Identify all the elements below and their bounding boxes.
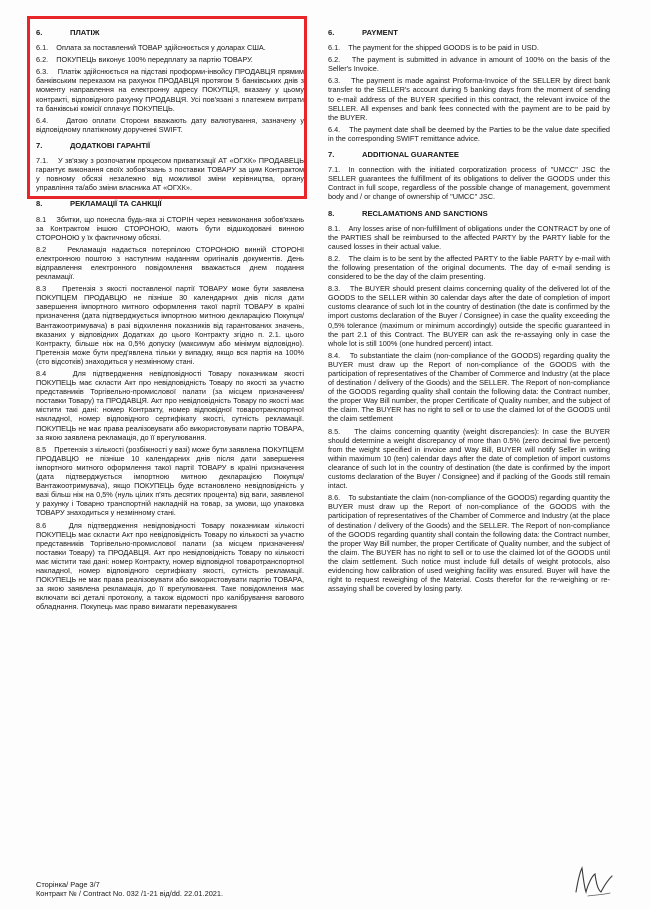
section-number: 7. bbox=[36, 140, 43, 150]
clause: 6.2. ПОКУПЕЦЬ виконує 100% передплату за партію ТОВАРУ. bbox=[36, 55, 253, 65]
clause: 8.5 Претензія з кількості (розбіжності у вазі) може бути заявлена ПОКУПЦЕМ ПРОДАВЦЮ не пізніше 10 календарних днів після дати завершення імпортного митного оформлення такої партії ТОВАРУ в країні призначення (дата підтверджується імпортною митною декларацією Покупця/ Вантажоотримувача), якщо ПОКУПЕЦЬ буде встановлено невідповідність у вазі більш ніж на 0,5% (нуль цілих п'ять десятих процента) від ваги, заявленої у рахунку і Товарно транспортній накладній на товар, за умови, що упаковка ТОВАРУ знаходиться у незмінному стані. bbox=[36, 444, 304, 518]
clause: 6.3. Платіж здійснюється на підставі проформи-інвойсу ПРОДАВЦЯ прямим банківським переказом на рахунок ПРОДАВЦЯ протягом 5 банківських днів з моменту направлення на електронну адресу ПОКУПЦЯ, вказану у цьому контракті, відповідного рахунку ПРОДАВЦЯ. Усі пов'язані з платежем витрати та банківські комісії сплачує ПОКУПЕЦЬ. bbox=[36, 67, 304, 113]
section-7-en bbox=[328, 150, 610, 201]
contract-reference: Контракт № / Contract No. 032 /1-21 від/dd. 22.01.2021. bbox=[36, 889, 224, 899]
section-title: RECLAMATIONS AND SANCTIONS bbox=[362, 208, 488, 218]
clause: 6.1. Оплата за поставлений ТОВАР здійснюється у доларах США. bbox=[36, 43, 266, 53]
section-heading bbox=[36, 199, 304, 208]
clause: 8.4 Для підтвердження невідповідності Товару показникам якості ПОКУПЕЦЬ має скласти Акт про невідповідність Товару по якості за участю представників Торгівельно-промислової палати (за місцем призначення/поставки Товару) та ПРОДАВЦЯ. Акт про невідповідність Товару по якості має містити такі дані: номер Контракту, номер відповідної товаротранспортної накладної, номер відповідного сертифікату якості, сутність рекламації. ПОКУПЕЦЬ не має права реалізовувати або використовувати партію ТОВАРА, за якою заявлена рекламація, до її врегулювання. bbox=[36, 369, 304, 442]
clause: 8.1 Збитки, що понесла будь-яка зі СТОРІН через невиконання зобов'язань за Контрактом іншою СТОРОНОЮ, мають бути відшкодовані винною СТОРОНОЮ у їх фактичному обсязі. bbox=[36, 214, 304, 242]
section-title: PAYMENT bbox=[362, 28, 398, 37]
clause: 8.6. To substantiate the claim (non-compliance of the GOODS) regarding quantity the BUYER must draw up the Report of non-compliance of the GOODS with the participation of representatives of the Chamber of Commerce and Industry (at the place of destination / delivery of the Goods) and the SELLER. The Report of non-compliance of the GOODS regarding quantity shall contain the following data: the Contract number, the proper Way Bill number, the proper Certificate of Quality number, and the subject of the claim. The BUYER has no right to sell or to use the claimed lot of the GOODS until the claim settlement. Such notice must include full details of weight protocols, also evidencing how calibration of used weighing facility was ensured. Buyer will have the right to request reweighing of the Material. Costs therefor for the re-weighing or re-assaying shall be covered by losing party. bbox=[328, 493, 610, 594]
clause: 8.6 Для підтвердження невідповідності Товару показникам кількості ПОКУПЕЦЬ має скласти Акт про невідповідність Товару по кількості за участю представників Торгівельно-промислової палати (за місцем призначення/поставки Товару) та ПРОДАВЦЯ. Акт про невідповідність Товару по кількості має містити такі дані: номер Контракту, номер відповідної товаротранспортної накладної, номер відповідного сертифікату якості, сутність рекламації. ПОКУПЕЦЬ не має права реалізовувати або використовувати партію ТОВАРА, за якою заявлена рекламація, до її врегулювання. Таке повідомлення має включати всі деталі протоколу, а також відомості про калібрування вагового обладнання. Покупець має право вимагати переважування bbox=[36, 520, 304, 612]
section-number: 6. bbox=[328, 28, 335, 37]
english-column bbox=[328, 28, 610, 599]
clause: 6.4. The payment date shall be deemed by the Parties to be the value date specified in the corresponding SWIFT remittance advice. bbox=[328, 124, 610, 143]
section-heading bbox=[328, 28, 610, 37]
section-heading bbox=[328, 209, 610, 218]
clause: 8.3. The BUYER should present claims concerning quality of the delivered lot of the GOODS to the SELLER within 30 calendar days after the date of completion of import customs clearance of such lot in the country of destination (the date is confirmed by the import customs declaration of the Buyer / Consignee) in case the quality exceeding the 0,5% tolerance (maximum or minimum accordingly) outside the specific guaranteed in the part 2.1 of this Contract. The BUYER can ask the re-assaying only in case the whole lot is still 100% (one hundred percent) intact. bbox=[328, 284, 610, 348]
section-title: ДОДАТКОВІ ГАРАНТІЇ bbox=[70, 140, 151, 150]
clause: 6.3. The payment is made against Proforma-Invoice of the SELLER by direct bank transfer to the SELLER's account during 5 banking days from the moment of sending to e-mail address of the BUYER specified in this contract, the relevant invoice of the SELLER. All expenses and bank fees connected with the payment are to be paid by the BUYER. bbox=[328, 76, 610, 122]
clause: 6.1. The payment for the shipped GOODS is to be paid in USD. bbox=[328, 43, 539, 53]
clause: 8.2. The claim is to be sent by the affected PARTY to the liable PARTY by e-mail with the following presentation of the original documents. The day of e-mail sending is considered to be the day of the claim presenting. bbox=[328, 253, 610, 282]
section-title: РЕКЛАМАЦІЇ ТА САНКЦІЇ bbox=[70, 199, 162, 209]
section-8-en bbox=[328, 209, 610, 594]
page-number: Сторінка/ Page 3/7 bbox=[36, 880, 100, 889]
highlight-box bbox=[27, 16, 307, 199]
clause: 8.2 Рекламація надається потерпілою СТОРОНОЮ винній СТОРОНІ електронною поштою з наступним наданням оригіналів документів. День відправлення електронного повідомлення вважається днем подання рекламації. bbox=[36, 244, 304, 282]
clause: 7.1. У зв'язку з розпочатим процесом приватизації АТ «ОГХК» ПРОДАВЕЦЬ гарантує виконання своїх зобов'язань з поставки ТОВАРУ за цим Контрактом у повному обсязі незалежно від можливої зміни керівництва, органу управління та/або зміни власника АТ «ОГХК». bbox=[36, 156, 304, 193]
section-8-ua bbox=[36, 199, 304, 611]
section-number: 6. bbox=[36, 28, 43, 37]
section-title: ПЛАТІЖ bbox=[70, 28, 100, 37]
clause: 6.2. The payment is submitted in advance in amount of 100% on the basis of the Seller's Invoice. bbox=[328, 55, 610, 74]
section-number: 8. bbox=[36, 199, 43, 209]
clause: 8.5. The claims concerning quantity (weight discrepancies): In case the BUYER should determine a weight discrepancy of more than 0.5% (zero decimal five percent) from the weight specified in invoice and Way Bill, BUYER will notify Seller in writing within maximum 10 (ten) calendar days after the date of completion of import customs clearance of such lot in the country of destination (the date is confirmed by the import customs declaration of the Buyer / Consignee) and if packing of the Goods still remain intact. bbox=[328, 426, 610, 491]
section-number: 7. bbox=[328, 150, 335, 160]
page-footer bbox=[36, 880, 223, 899]
clause: 7.1. In connection with the initiated corporatization process of "UMCC" JSC the SELLER guarantees the fulfillment of its obligations to deliver the GOODS under this Contract in full scope, regardless of the possible change of management, government body and / or change of ownership of "UMCC" JSC. bbox=[328, 165, 610, 202]
signature-mark bbox=[568, 862, 616, 900]
section-6-en bbox=[328, 28, 610, 143]
clause: 6.4. Датою оплати Сторони вважають дату валютування, зазначену у відповідному платіжному дорученні SWIFT. bbox=[36, 115, 304, 134]
clause: 8.4. To substantiate the claim (non-compliance of the GOODS) regarding quality the BUYER must draw up the Report of non-compliance of the GOODS with the participation of representatives of the Chamber of Commerce and Industry (at the place of destination / delivery of the Goods) and the SELLER. The Report of non-compliance of the GOODS regarding quality shall contain the following data: the Contract number, the proper Way Bill number, the proper Certificate of Quality number, and the subject of the claim. The BUYER has no right to sell or to use the claimed lot of the GOODS until the claim settlement bbox=[328, 350, 610, 424]
clause: 8.3 Претензія з якості поставленої партії ТОВАРУ може бути заявлена ПОКУПЦЕМ ПРОДАВЦЮ не пізніше 30 календарних днів після дати завершення імпортного митного оформлення такої партії ТОВАРУ в країні призначення (дата підтверджується імпортною митною декларацією Покупця/ Вантажоотримувача) в разі відхилення показників від гарантованих значень, вказаних у відповідних Додатках до цього Контракту згідно п. 2.1. цього Контракту, більше ніж на 0,5% допуску (максимум або мінімум відповідно). Претензія може бути пред'явлена тільки у випадку, якщо вся партія на 100% (сто відсотків) знаходиться у незмінному стані. bbox=[36, 284, 304, 366]
clause: 8.1. Any losses arise of non-fulfillment of obligations under the CONTRACT by one of the PARTIES shall be reimbursed to the affected PARTY by the PARTY liable for the caused losses in their actual value. bbox=[328, 223, 610, 251]
section-number: 8. bbox=[328, 208, 335, 218]
section-heading bbox=[328, 150, 610, 159]
section-title: ADDITIONAL GUARANTEE bbox=[362, 150, 459, 160]
